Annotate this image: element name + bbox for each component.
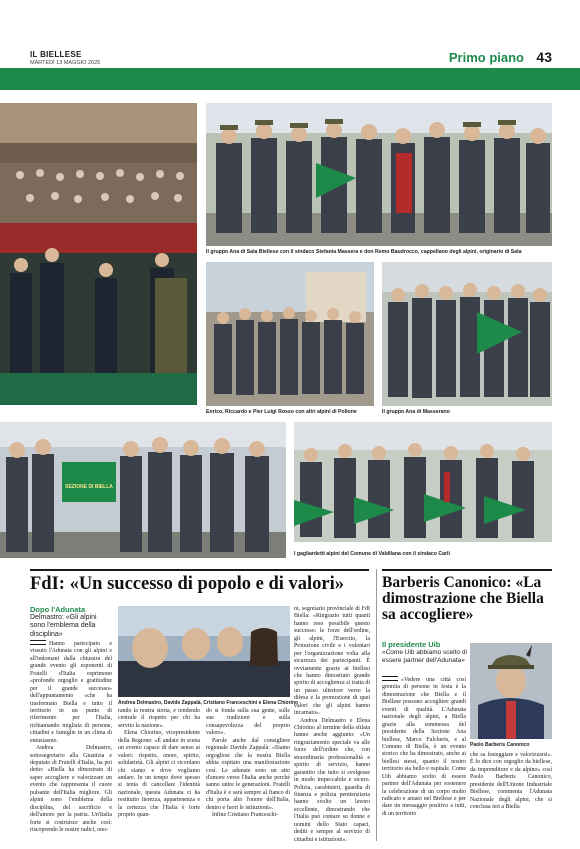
article2-column-1 <box>382 676 466 818</box>
article1-col3-p1: do si fonda sulla sua gente, sulle sue tradizioni e sulla consapevolezza del proprio valore». <box>206 708 290 737</box>
article2-top-rule <box>382 569 552 571</box>
article2-col1-p1: «Vedere una città così gremita di persone in festa è la dimostrazione che Biella e il Biellese possono accogliere grandi eventi di qualità. L'Adunata nazionale degli alpini, a Biella grazie alla sommessa del presidente della Sezione Ana biellese, Marco Fulcheris, e al Comune di Biella, è un evento storico che ha dimostrato, anche ai biellesi stessi, quanto il nostro territorio sia bello e ospitale. Come Uib abbiamo scelto di essere partner dell'Adunata per sostenere la celebrazione di un corpo molto radicato e amato nel Biellese e per dare un messaggio positivo a tutti, di un territorio <box>382 677 466 817</box>
article2-headline: Barberis Canonico: «La dimostrazione che Biella sa accogliere» <box>382 574 544 623</box>
photo-fdi-group <box>118 606 290 697</box>
article1-column-3 <box>206 708 290 820</box>
article1-col4-p2: Andrea Delmastro e Elena Chiorino al termine della sfilata hanno anche aggiunto: «Un ringraziamento speciale va alle forze dell'ordine che, con straordinaria professionalità e spirito di servizio, hanno garantito che tutto si svolgesse in modo impeccabile e sicuro. Polizia, carabinieri, guardia di finanza e polizia penitenziaria hanno svolto un lavoro eccellente, dimostrando che l'Italia può contare su donne e uomini dello Stato capaci, dediti e sempre al servizio di cittadini e istituzioni». <box>294 717 370 843</box>
article1-col3-p2: Parole anche dal consigliere regionale Davide Zappalà: «Siamo orgogliosi che la nostra Biella abbia ospitato una manifestazione così. Le adunate sono un atto d'amore verso l'Italia anche perché sanno unire le generazioni. Fratelli d'Italia è e sarà sempre al fianco di chi porta alto l'onore dell'Italia, dentro e fuori le istituzioni». <box>206 737 290 811</box>
article1-col3-p3: Infine Cristiano Franceschi- <box>212 812 279 819</box>
photo-barberis-canonico <box>470 643 552 739</box>
article1-column-1 <box>30 640 112 834</box>
article1-col2-p2: Elena Chiorino, vicepresidente della Regione: «È andato in scena un evento capace di dare senso ai valori: rispetto, onore, spirito, solidarietà. Gli alpini ci ricordano chi siamo e dove vogliamo andare. In un tempo dove spesso si tenta di cancellare l'identità nazionale, questa Adunata ci ha restituito fierezza, appartenenza e la certezza che l'Italia è forte proprio quan- <box>118 730 200 819</box>
caption-sala: Il gruppo Ana di Sala Biellese con il sindaco Stefania Massera e don Remo Baudrocco, cappellano degli alpini, originario di Sala <box>206 249 522 255</box>
photo-masserano <box>382 262 552 406</box>
article2-photo-caption: Paolo Barberis Canonico <box>470 742 530 748</box>
photo-stands <box>0 103 197 405</box>
article2-col2-p1: che sa festeggiare e valorizzarsi». È lo dice con orgoglio da biellese, da imprenditore e da alpino» così Paolo Barberis Canonico, presidente dell'Unione Industriale Biellese, commenta l'Adunata Nazionale degli alpini, che si conclusa ieri a Biella <box>470 752 552 811</box>
photo-sezione-biella <box>0 422 286 558</box>
section-title: Primo piano <box>448 50 524 65</box>
article1-col1-p2: Andrea Delmastro, sottosegretario alla Giustizia e deputato di Fratelli d'Italia, ha poi detto: «Biella ha dimostrato di saper accogliere e valorizzare un evento che rappresenta il cuore pulsante dell'Italia migliore. Gli alpini sono l'emblema della disciplina, del sacrificio e dell'amore per la patria. Un'Italia forte si costruisce anche così: riscoprendo le nostre radici, ono- <box>30 745 112 833</box>
article2-deck: «Come Uib abbiamo scelto di essere partner dell'Adunata» <box>382 649 467 664</box>
photo-sala-group <box>206 103 552 246</box>
article2-kicker: Il presidente Uib <box>382 640 441 649</box>
article1-col1-p1: Hanno partecipato e vissuto l'Adunata con gli alpini e all'indomani dalla chiusura del grande evento gli esponenti di Fratelli d'Italia esprimono «profondo orgoglio e gratitudine per il grande successo» dell'appuntamento «che ha trasformato Biella e tutto il territorio in un punto di riferimento per l'Italia, richiamando migliaia di persone, cittadini e famiglie in un clima di entusiasmo. <box>30 641 112 744</box>
caption-pollone: Enrico, Riccardo e Pier Luigi Rosso con altri alpini di Pollone <box>206 409 357 415</box>
article1-top-rule <box>30 569 369 571</box>
photo-pollone <box>206 262 374 406</box>
caption-valdilana: I gagliardetti alpini del Comune di Valdilana con il sindaco Carli <box>294 551 450 557</box>
article1-deck: Delmastro: «Gli alpini sono l'emblema della disciplina» <box>30 614 97 638</box>
article1-kicker: Dopo l'Adunata <box>30 605 86 614</box>
article2-column-2 <box>470 752 552 812</box>
banner-sezione-biella: SEZIONE DI BIELLA <box>65 484 113 490</box>
article1-headline: FdI: «Un successo di popolo e di valori» <box>30 574 345 594</box>
issue-date: MARTEDÌ 13 MAGGIO 2025 <box>30 60 101 66</box>
photo-valdilana <box>294 422 552 542</box>
article1-col2-p1: rando la nostra storia, e rendendo centrale il rispetto per chi ha servito la nazione». <box>118 708 200 729</box>
article1-column-4 <box>294 606 370 844</box>
paragraph-start-marker <box>382 676 398 681</box>
article1-column-2 <box>118 708 200 820</box>
page-number: 43 <box>536 49 552 65</box>
newspaper-name: IL BIELLESE <box>30 50 82 59</box>
column-separator <box>376 569 377 841</box>
caption-masserano: Il gruppo Ana di Masserano <box>382 409 450 415</box>
article1-col4-p1: ni, segretario provinciale di FdI Biella: «Ringrazio tutti quanti hanno reso possibile questo successo: le forze dell'ordine, gli alpini, l'Esercito, la Protezione civile e i volontari per l'organizzazione volta alla sicurezza dei partecipanti. È ovviamente grazie ai biellesi che hanno dimostrato grande spirito di accoglienza si tratta di un passo ulteriore verso la difesa e la promozione di quei valori che gli alpini hanno incarnato». <box>294 606 370 717</box>
paragraph-start-marker <box>30 640 46 645</box>
section-color-bar <box>0 68 580 90</box>
article1-photo-caption: Andrea Delmastro, Davide Zappalà, Cristiano Franceschini e Elena Chiorino <box>118 700 299 706</box>
